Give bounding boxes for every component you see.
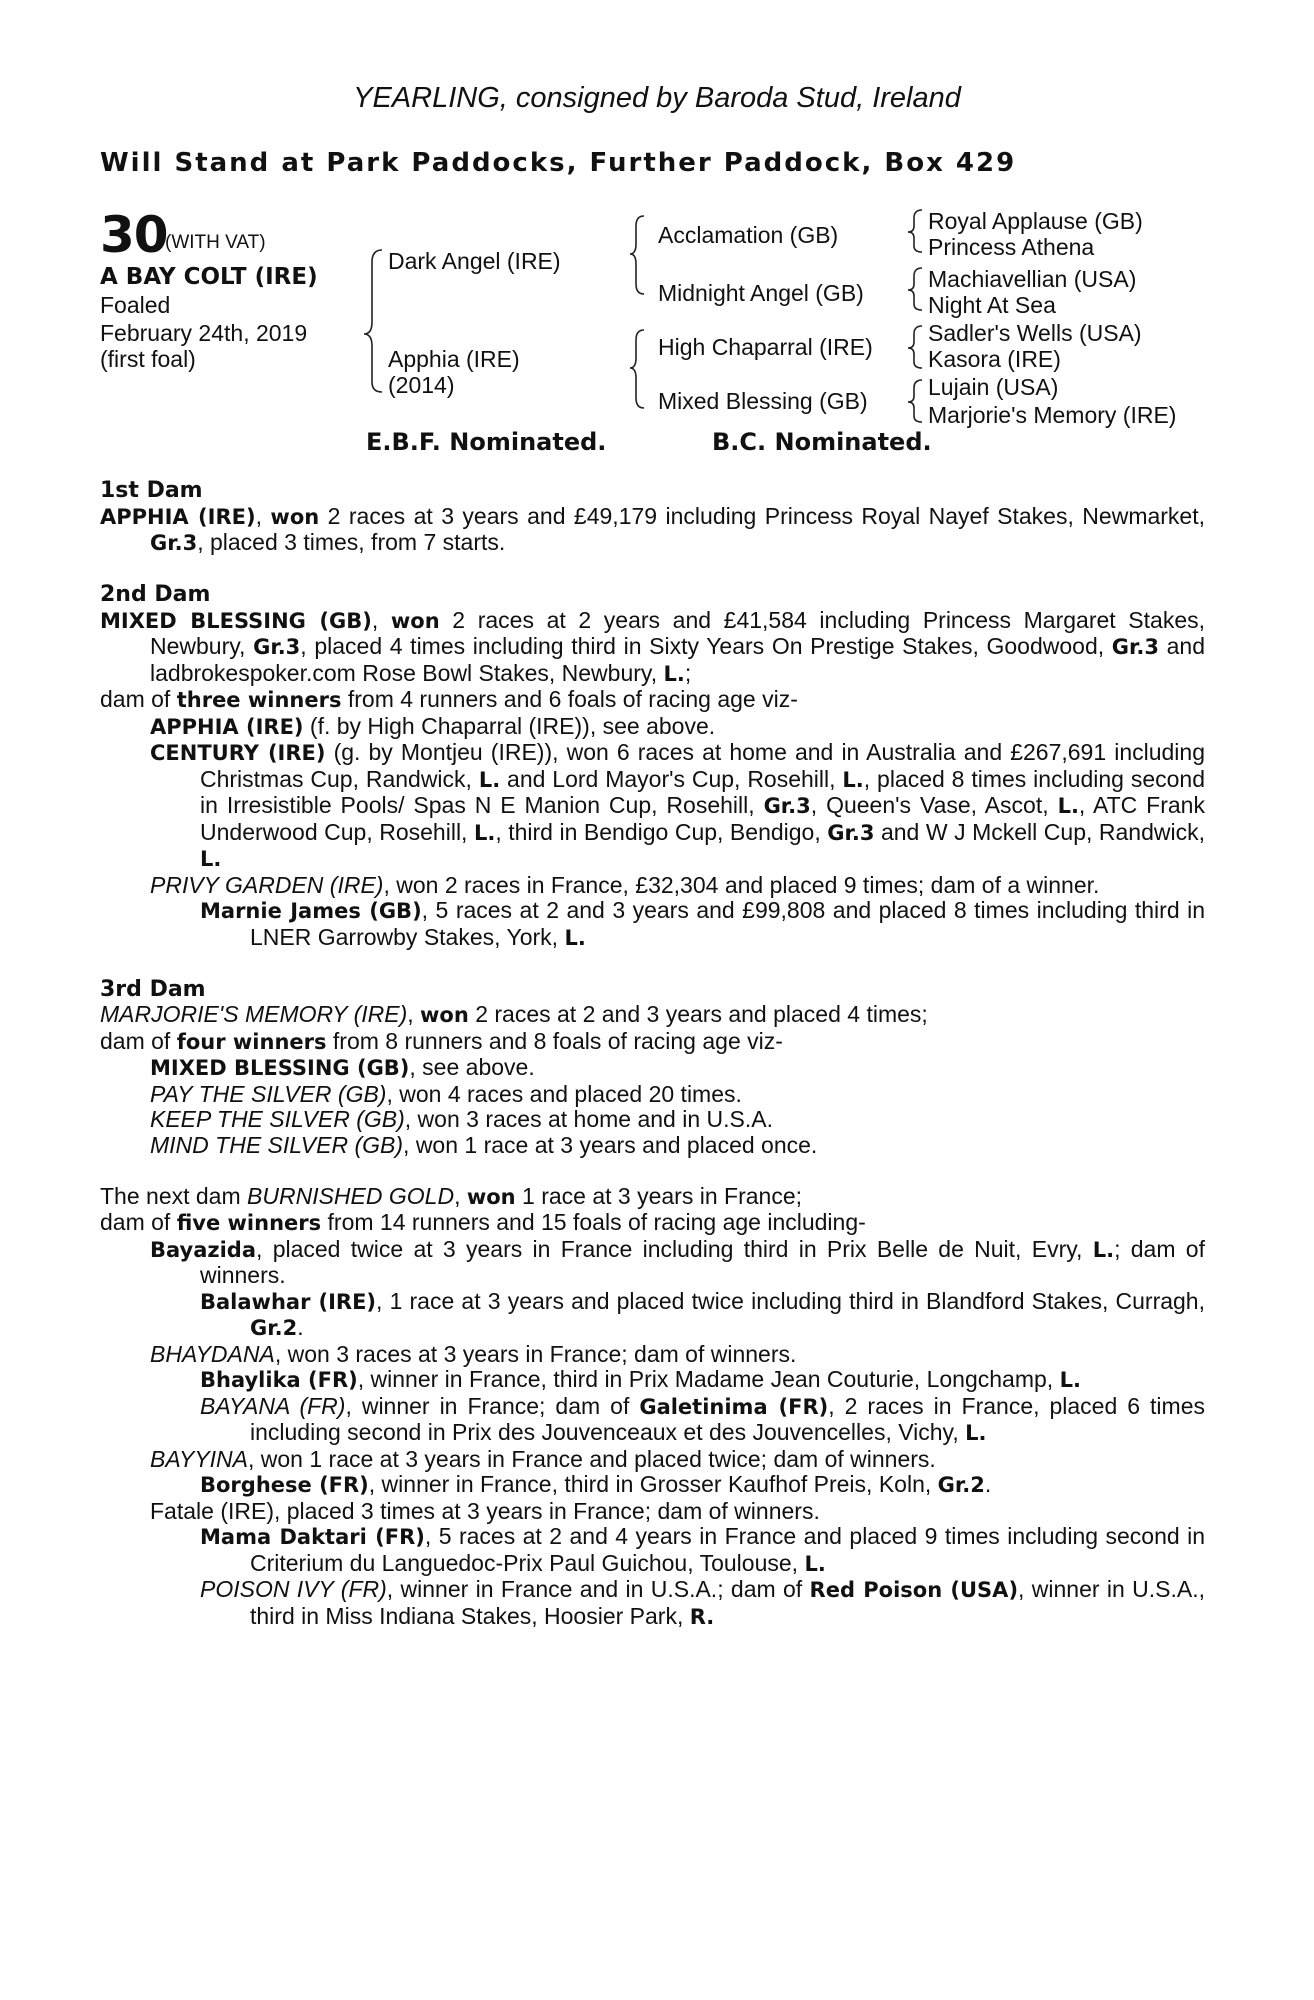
entry-text: , placed 8 times including second in Irresistible Pools/ Spas N E Manion Cup, Rosehill,	[200, 765, 1205, 818]
foaled-date: February 24th, 2019	[100, 320, 308, 346]
entry-text: , Queen's Vase, Ascot,	[810, 792, 1058, 818]
dam-year: (2014)	[388, 372, 455, 398]
vat-note: (WITH VAT)	[165, 232, 266, 253]
progeny-entry	[100, 1577, 1205, 1630]
progeny-entry	[100, 1472, 1205, 1499]
grade: L.	[1057, 794, 1079, 818]
won-word: won	[270, 504, 320, 529]
entry-text: dam of	[100, 1027, 177, 1054]
progeny-entry	[100, 1107, 1205, 1133]
dam-of-line	[100, 1029, 1205, 1056]
gen3-item: Lujain (USA)	[928, 374, 1059, 400]
grade: L.	[473, 820, 496, 845]
dam: Apphia (IRE)	[388, 346, 520, 372]
winners-count: three winners	[176, 688, 342, 712]
entry-text: , placed 3 times, from 7 starts.	[197, 529, 506, 555]
horse-name: POISON IVY (FR)	[200, 1576, 387, 1602]
second-dam-heading: 2nd Dam	[100, 582, 211, 607]
gen3-item: Kasora (IRE)	[928, 346, 1061, 372]
entry-text: , placed twice at 3 years in France including third in Prix Belle de Nuit, Evry,	[256, 1235, 1093, 1262]
horse-name: MIXED BLESSING (GB)	[100, 608, 372, 633]
won-word: won	[420, 1003, 469, 1027]
entry-text: , won 1 race at 3 years in France and placed twice; dam of winners.	[248, 1445, 936, 1472]
grade: Gr.2	[250, 1316, 298, 1340]
entry-text: 1 race at 3 years in France;	[515, 1182, 802, 1209]
horse-name: Borghese (FR)	[200, 1473, 369, 1497]
grade: R.	[689, 1604, 715, 1629]
progeny-entry	[100, 1499, 1205, 1525]
horse-name: MARJORIE'S MEMORY (IRE)	[100, 1001, 408, 1027]
progeny-entry	[100, 873, 1205, 899]
grade: L.	[842, 767, 864, 792]
entry-text: , won 3 races at home and in U.S.A.	[404, 1106, 773, 1132]
entry-text: and ladbrokespoker.com Rose Bowl Stakes, Newbury,	[150, 633, 1206, 686]
horse-name: Mama Daktari (FR)	[200, 1525, 425, 1549]
grade: Gr.3	[763, 794, 811, 818]
entry-text: , won 3 races at 3 years in France; dam of winners.	[274, 1340, 797, 1367]
stand-location: Will Stand at Park Paddocks, Further Paddock, Box 429	[100, 148, 1017, 178]
gen3-item: Machiavellian (USA)	[928, 266, 1137, 292]
horse-name: APPHIA (IRE)	[150, 714, 304, 739]
horse-name: KEEP THE SILVER (GB)	[150, 1106, 405, 1132]
entry-text: , winner in France; dam of	[345, 1392, 640, 1419]
progeny-entry	[100, 1447, 1205, 1473]
horse-name: BAYANA (FR)	[200, 1392, 346, 1419]
grade: Gr.3	[1111, 635, 1159, 659]
first-foal-note: (first foal)	[100, 346, 196, 372]
winners-count: four winners	[176, 1029, 327, 1054]
entry-text: ; dam of winners.	[200, 1235, 1205, 1288]
grade: Gr.2	[937, 1473, 985, 1497]
progeny-entry	[100, 1133, 1205, 1159]
progeny-entry	[100, 740, 1205, 873]
horse-name: Bayazida	[150, 1237, 257, 1262]
entry-text: , see above.	[409, 1054, 535, 1080]
horse-name: BHAYDANA	[150, 1340, 275, 1367]
entry-text: dam of	[100, 686, 177, 712]
entry-text: , third in Bendigo Cup, Bendigo,	[495, 818, 828, 845]
colt-name: A BAY COLT (IRE)	[100, 264, 318, 290]
sire-sire: Acclamation (GB)	[658, 222, 839, 248]
horse-name: CENTURY (IRE)	[150, 741, 326, 765]
entry-text: .	[297, 1314, 304, 1340]
grade: L.	[478, 767, 501, 792]
entry-text: dam of	[100, 1209, 177, 1235]
horse-name: PAY THE SILVER (GB)	[150, 1080, 387, 1107]
gen3-item: Princess Athena	[928, 234, 1095, 260]
third-dam-heading: 3rd Dam	[100, 976, 206, 1002]
entry-text: , 5 races at 2 and 4 years in France and placed 9 times including second in Criterium du Languedoc-Prix Paul Guichou, Toulouse,	[250, 1523, 1205, 1576]
entry-text: , won 2 races in France, £32,304 and placed 9 times; dam of a winner.	[383, 871, 1100, 898]
gen3-item: Sadler's Wells (USA)	[928, 320, 1142, 346]
ebf-nominated: E.B.F. Nominated.	[366, 428, 607, 456]
entry-text: ;	[684, 659, 692, 686]
progeny-entry	[100, 1055, 1205, 1082]
grade: L.	[804, 1551, 826, 1576]
progeny-entry	[100, 1342, 1205, 1368]
horse-name: Marnie James (GB)	[200, 899, 422, 923]
lot-number: 30	[100, 206, 168, 264]
won-word: won	[390, 608, 440, 633]
entry-text: The next dam	[100, 1182, 248, 1209]
grade: Gr.3	[253, 635, 301, 659]
entry-text: , placed 4 times including third in Sixty Years On Prestige Stakes, Goodwood,	[300, 633, 1112, 659]
horse-name: BURNISHED GOLD	[247, 1182, 455, 1209]
progeny-entry	[100, 1289, 1205, 1342]
entry-text: .	[984, 1471, 992, 1497]
entry-text: , winner in France and in U.S.A.; dam of	[386, 1576, 810, 1602]
grade: L.	[965, 1421, 987, 1445]
gen3-item: Royal Applause (GB)	[928, 208, 1143, 234]
entry-text: , winner in France, third in Grosser Kaufhof Preis, Koln,	[368, 1471, 938, 1497]
entry-text: and Lord Mayor's Cup, Rosehill,	[500, 765, 843, 792]
entry-text: Fatale (IRE), placed 3 times at 3 years in France; dam of winners.	[150, 1497, 820, 1524]
entry-text: and W J Mckell Cup, Randwick,	[874, 818, 1205, 845]
progeny-entry	[100, 898, 1205, 951]
dam-of-line	[100, 687, 1205, 714]
grade: L.	[564, 925, 586, 950]
sire: Dark Angel (IRE)	[388, 248, 561, 274]
grade: L.	[1059, 1368, 1081, 1392]
horse-name: Red Poison (USA)	[809, 1578, 1019, 1602]
foaled-label: Foaled	[100, 292, 171, 318]
entry-text: , won 4 races and placed 20 times.	[386, 1080, 742, 1107]
entry-text: from 14 runners and 15 foals of racing age including-	[321, 1209, 866, 1235]
horse-name: MIND THE SILVER (GB)	[150, 1131, 404, 1158]
progeny-entry	[100, 1367, 1205, 1394]
dam-of-line	[100, 1210, 1205, 1237]
progeny-entry	[100, 1524, 1205, 1577]
grade: Gr.3	[150, 531, 198, 555]
horse-name: MIXED BLESSING (GB)	[150, 1056, 410, 1080]
horse-name: Galetinima (FR)	[639, 1394, 829, 1419]
gen3-item: Marjorie's Memory (IRE)	[928, 402, 1177, 428]
entry-text: , 5 races at 2 and 3 years and £99,808 and placed 8 times including third in LNER Garrowby Stakes, York,	[250, 897, 1205, 950]
third-dam-entry: MARJORIE'S MEMORY (IRE), won 2 races at 2 and 3 years and placed 4 times;	[100, 1001, 928, 1027]
horse-name: Bhaylika (FR)	[200, 1368, 358, 1392]
progeny-entry	[100, 1394, 1205, 1447]
won-word: won	[466, 1184, 516, 1209]
entry-text: , winner in U.S.A., third in Miss Indiana Stakes, Hoosier Park,	[250, 1576, 1205, 1629]
grade: Gr.3	[827, 820, 875, 845]
entry-text: 2 races at 3 years and £49,179 including Princess Royal Nayef Stakes, Newmarket,	[319, 502, 1206, 529]
entry-text: from 8 runners and 8 foals of racing age viz-	[326, 1027, 783, 1054]
first-dam-heading: 1st Dam	[100, 478, 203, 503]
horse-name: APPHIA (IRE)	[100, 504, 256, 529]
progeny-entry	[100, 714, 1205, 741]
grade: L.	[1092, 1237, 1115, 1262]
bc-nominated: B.C. Nominated.	[712, 428, 932, 456]
winners-count: five winners	[176, 1211, 322, 1235]
entry-text: 2 races at 2 and 3 years and placed 4 times;	[468, 1001, 928, 1027]
grade: L.	[663, 661, 685, 686]
entry-text: , 1 race at 3 years and placed twice including third in Blandford Stakes, Curragh,	[376, 1287, 1205, 1314]
dam-sire: High Chaparral (IRE)	[658, 334, 873, 360]
sire-dam: Midnight Angel (GB)	[658, 280, 864, 306]
grade: L.	[200, 847, 222, 871]
horse-name: BAYYINA	[150, 1445, 248, 1472]
progeny-entry	[100, 1082, 1205, 1108]
entry-text: , won 1 race at 3 years and placed once.	[403, 1131, 818, 1158]
entry-text: 2 races at 2 years and £41,584 including Princess Margaret Stakes, Newbury,	[150, 606, 1205, 659]
consignment-heading: YEARLING, consigned by Baroda Stud, Ireland	[353, 82, 961, 114]
next-dam-entry: The next dam BURNISHED GOLD, won 1 race at 3 years in France;	[100, 1182, 802, 1209]
horse-name: Balawhar (IRE)	[200, 1289, 377, 1314]
first-dam-entry: APPHIA (IRE), won 2 races at 3 years and £49,179 including Princess Royal Nayef Stakes, Newmarket, Gr.3, placed 3 times, from 7 starts.	[100, 502, 1206, 555]
gen3-item: Night At Sea	[928, 292, 1056, 318]
entry-text: (f. by High Chaparral (IRE)), see above.	[303, 712, 716, 739]
entry-text: (g. by Montjeu (IRE)), won 6 races at home and in Australia and £267,691 including Christmas Cup, Randwick,	[200, 739, 1206, 792]
second-dam-entry: MIXED BLESSING (GB), won 2 races at 2 years and £41,584 including Princess Margaret Stakes, Newbury, Gr.3, placed 4 times including third in Sixty Years On Prestige Stakes, Goodwood, Gr.3 and ladbrokespoker.com Rose Bowl Stakes, Newbury, L.;	[100, 606, 1206, 686]
catalogue-body	[100, 478, 1205, 1630]
dam-dam: Mixed Blessing (GB)	[658, 388, 868, 414]
entry-text: , winner in France, third in Prix Madame Jean Couturie, Longchamp,	[357, 1366, 1060, 1392]
entry-text: from 4 runners and 6 foals of racing age viz-	[341, 686, 798, 712]
horse-name: PRIVY GARDEN (IRE)	[150, 871, 384, 898]
progeny-entry	[100, 1237, 1205, 1289]
entry-text: , 2 races in France, placed 6 times including second in Prix des Jouvenceaux et des Jouvencelles, Vichy,	[250, 1392, 1205, 1445]
entry-text: , ATC Frank Underwood Cup, Rosehill,	[200, 792, 1205, 845]
